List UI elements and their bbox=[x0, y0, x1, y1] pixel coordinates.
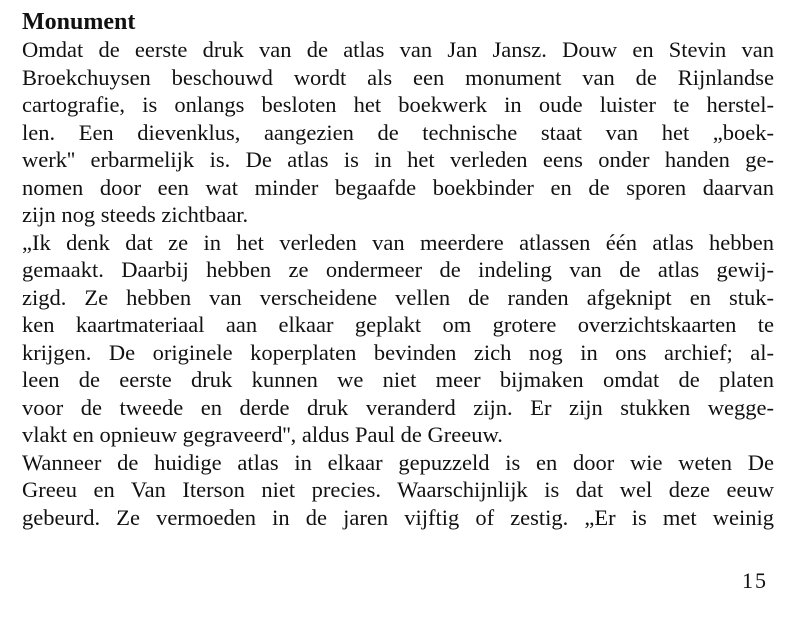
paragraph-3 bbox=[22, 449, 774, 532]
text-line: len. Een dievenklus, aangezien de technische staat van het „boek- bbox=[22, 119, 774, 145]
text-line: zigd. Ze hebben van verscheidene vellen de randen afgeknipt en stuk- bbox=[22, 284, 774, 310]
text-line: vlakt en opnieuw gegraveerd'', aldus Paul de Greeuw. bbox=[22, 422, 503, 447]
text-line: cartografie, is onlangs besloten het boekwerk in oude luister te herstel- bbox=[22, 92, 774, 117]
paragraph-2 bbox=[22, 229, 774, 449]
text-line: Wanneer de huidige atlas in elkaar gepuzzeld is en door wie weten De bbox=[22, 449, 774, 475]
paragraph-1 bbox=[22, 36, 774, 229]
text-line: nomen door een wat minder begaafde boekbinder en de sporen daarvan bbox=[22, 174, 774, 200]
text-line: „Ik denk dat ze in het verleden van meerdere atlassen één atlas hebben bbox=[22, 229, 774, 255]
article-heading: Monument bbox=[22, 9, 136, 35]
text-line: Omdat de eerste druk van de atlas van Jan Jansz. Douw en Stevin van bbox=[22, 37, 774, 62]
text-line: leen de eerste druk kunnen we niet meer bijmaken omdat de platen bbox=[22, 367, 774, 392]
article bbox=[22, 8, 774, 531]
text-line: voor de tweede en derde druk veranderd zijn. Er zijn stukken wegge- bbox=[22, 394, 774, 420]
text-line: Broekchuysen beschouwd wordt als een monument van de Rijnlandse bbox=[22, 64, 774, 90]
text-line: zijn nog steeds zichtbaar. bbox=[22, 202, 249, 227]
text-line: werk'' erbarmelijk is. De atlas is in het verleden eens onder handen ge- bbox=[22, 147, 774, 172]
text-line: Greeu en Van Iterson niet precies. Waarschijnlijk is dat wel deze eeuw bbox=[22, 477, 774, 502]
page-number: 15 bbox=[742, 568, 768, 593]
text-line: ken kaartmateriaal aan elkaar geplakt om grotere overzichtskaarten te bbox=[22, 312, 774, 337]
text-line: krijgen. De originele koperplaten bevinden zich nog in ons archief; al- bbox=[22, 339, 774, 365]
text-line: gebeurd. Ze vermoeden in de jaren vijftig of zestig. „Er is met weinig bbox=[22, 504, 774, 530]
text-line: gemaakt. Daarbij hebben ze ondermeer de indeling van de atlas gewij- bbox=[22, 257, 774, 282]
